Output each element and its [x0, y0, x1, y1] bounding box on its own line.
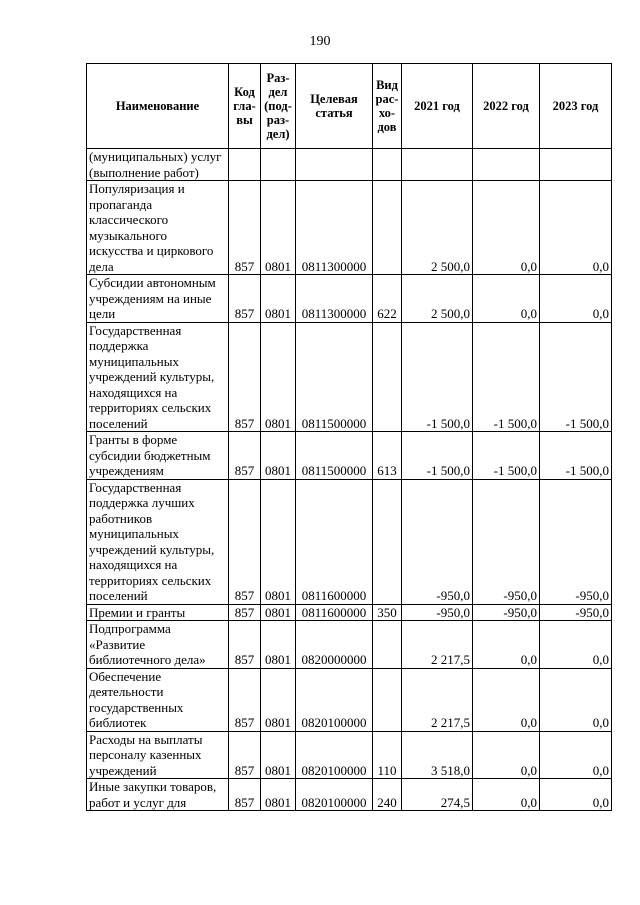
cell-section: 0801	[261, 731, 296, 779]
cell-2021	[402, 149, 473, 181]
cell-target	[296, 149, 373, 181]
cell-2022: -950,0	[473, 479, 540, 604]
cell-2023: -1 500,0	[540, 432, 612, 480]
header-chapter: Код гла- вы	[229, 64, 261, 149]
cell-target: 0811300000	[296, 181, 373, 275]
table-row	[87, 779, 612, 811]
cell-2023	[540, 149, 612, 181]
table-row	[87, 731, 612, 779]
cell-expense-type	[373, 181, 402, 275]
cell-name: (муниципальных) услуг (выполнение работ)	[87, 149, 229, 181]
cell-2022: -950,0	[473, 604, 540, 621]
cell-2021: -950,0	[402, 479, 473, 604]
cell-name: Гранты в форме субсидии бюджетным учреждениям	[87, 432, 229, 480]
cell-section	[261, 149, 296, 181]
cell-expense-type	[373, 322, 402, 432]
cell-2022	[473, 149, 540, 181]
cell-target: 0820000000	[296, 621, 373, 669]
cell-2021: -1 500,0	[402, 322, 473, 432]
cell-chapter: 857	[229, 731, 261, 779]
table-row	[87, 432, 612, 480]
cell-name: Государственная поддержка лучших работников муниципальных учреждений культуры, находящихся на территориях сельских поселений	[87, 479, 229, 604]
table-body	[87, 149, 612, 811]
cell-section: 0801	[261, 604, 296, 621]
table-row	[87, 149, 612, 181]
cell-target: 0811300000	[296, 275, 373, 323]
cell-name: Премии и гранты	[87, 604, 229, 621]
cell-2022: 0,0	[473, 275, 540, 323]
cell-chapter: 857	[229, 322, 261, 432]
cell-target: 0811600000	[296, 604, 373, 621]
cell-section: 0801	[261, 621, 296, 669]
cell-2021: 274,5	[402, 779, 473, 811]
table-row	[87, 668, 612, 731]
budget-table	[86, 63, 612, 811]
cell-chapter: 857	[229, 621, 261, 669]
cell-2023: -950,0	[540, 604, 612, 621]
cell-2021: 2 500,0	[402, 181, 473, 275]
cell-2022: 0,0	[473, 779, 540, 811]
cell-target: 0811600000	[296, 479, 373, 604]
header-section: Раз- дел (под- раз- дел)	[261, 64, 296, 149]
cell-2023: 0,0	[540, 779, 612, 811]
cell-target: 0811500000	[296, 322, 373, 432]
table-row	[87, 322, 612, 432]
cell-section: 0801	[261, 668, 296, 731]
cell-name: Иные закупки товаров, работ и услуг для	[87, 779, 229, 811]
cell-chapter: 857	[229, 668, 261, 731]
page-number: 190	[309, 34, 331, 49]
cell-name: Расходы на выплаты персоналу казенных учреждений	[87, 731, 229, 779]
cell-chapter: 857	[229, 432, 261, 480]
header-name: Наименование	[87, 64, 229, 149]
cell-2021: 2 217,5	[402, 621, 473, 669]
cell-2022: 0,0	[473, 731, 540, 779]
cell-2021: -950,0	[402, 604, 473, 621]
cell-2022: 0,0	[473, 621, 540, 669]
cell-name: Субсидии автономным учреждениям на иные цели	[87, 275, 229, 323]
header-2023: 2023 год	[540, 64, 612, 149]
cell-chapter: 857	[229, 604, 261, 621]
cell-expense-type: 350	[373, 604, 402, 621]
cell-expense-type: 622	[373, 275, 402, 323]
cell-section: 0801	[261, 181, 296, 275]
table-row	[87, 275, 612, 323]
cell-2022: 0,0	[473, 668, 540, 731]
cell-name: Государственная поддержка муниципальных учреждений культуры, находящихся на территориях сельских поселений	[87, 322, 229, 432]
cell-expense-type: 110	[373, 731, 402, 779]
cell-expense-type	[373, 479, 402, 604]
table-row	[87, 621, 612, 669]
cell-2023: 0,0	[540, 668, 612, 731]
cell-chapter: 857	[229, 275, 261, 323]
cell-2021: 2 500,0	[402, 275, 473, 323]
cell-expense-type: 613	[373, 432, 402, 480]
cell-target: 0811500000	[296, 432, 373, 480]
cell-2023: -1 500,0	[540, 322, 612, 432]
header-target: Целевая статья	[296, 64, 373, 149]
cell-name: Популяризация и пропаганда классического музыкального искусства и циркового дела	[87, 181, 229, 275]
table-row	[87, 479, 612, 604]
cell-chapter: 857	[229, 779, 261, 811]
cell-chapter	[229, 149, 261, 181]
cell-target: 0820100000	[296, 779, 373, 811]
table-row	[87, 181, 612, 275]
cell-section: 0801	[261, 479, 296, 604]
cell-section: 0801	[261, 432, 296, 480]
cell-chapter: 857	[229, 479, 261, 604]
cell-expense-type	[373, 668, 402, 731]
cell-2021: -1 500,0	[402, 432, 473, 480]
cell-2023: 0,0	[540, 275, 612, 323]
cell-2022: -1 500,0	[473, 322, 540, 432]
cell-expense-type	[373, 149, 402, 181]
cell-2022: 0,0	[473, 181, 540, 275]
cell-section: 0801	[261, 322, 296, 432]
cell-2021: 2 217,5	[402, 668, 473, 731]
cell-2023: 0,0	[540, 731, 612, 779]
cell-name: Обеспечение деятельности государственных библиотек	[87, 668, 229, 731]
header-2022: 2022 год	[473, 64, 540, 149]
cell-2021: 3 518,0	[402, 731, 473, 779]
cell-2022: -1 500,0	[473, 432, 540, 480]
header-expense-type: Вид рас- хо- дов	[373, 64, 402, 149]
cell-2023: 0,0	[540, 181, 612, 275]
cell-section: 0801	[261, 275, 296, 323]
cell-target: 0820100000	[296, 731, 373, 779]
cell-expense-type	[373, 621, 402, 669]
header-2021: 2021 год	[402, 64, 473, 149]
cell-name: Подпрограмма «Развитие библиотечного дела»	[87, 621, 229, 669]
cell-2023: -950,0	[540, 479, 612, 604]
cell-section: 0801	[261, 779, 296, 811]
table-row	[87, 604, 612, 621]
cell-2023: 0,0	[540, 621, 612, 669]
cell-chapter: 857	[229, 181, 261, 275]
cell-target: 0820100000	[296, 668, 373, 731]
cell-expense-type: 240	[373, 779, 402, 811]
table-header-row	[87, 64, 612, 149]
